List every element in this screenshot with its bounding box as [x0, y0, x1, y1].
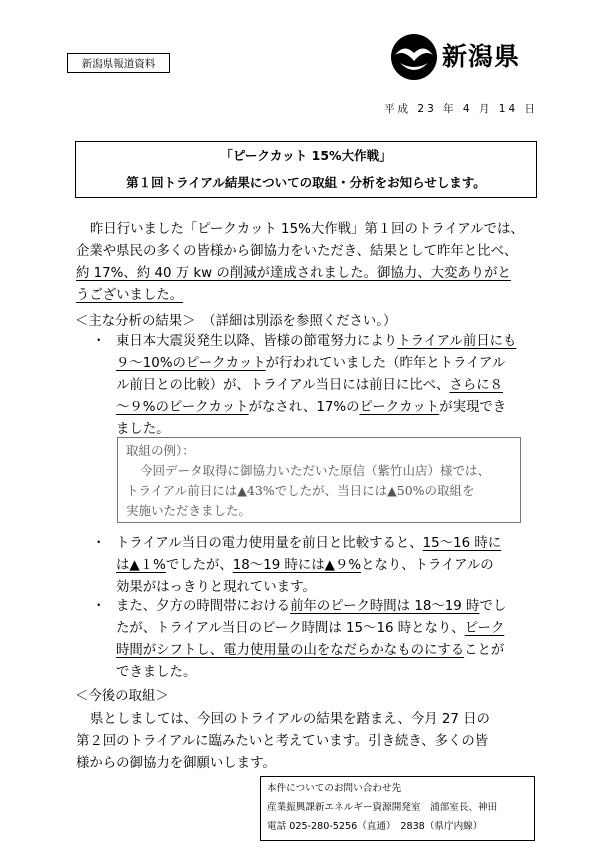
- example-line-1: 今回データ取得に御協力いただいた原信（紫竹山店）様では、: [140, 463, 491, 478]
- title-line-2: 第１回トライアル結果についての取組・分析をお知らせします。: [126, 175, 486, 190]
- b3-line2-u: ピーク: [464, 621, 505, 636]
- bullet-marker: ・: [92, 536, 106, 551]
- b1-line3-u: さらに８: [449, 378, 503, 393]
- example-box: [117, 437, 521, 523]
- b3-line1-b: でし: [479, 599, 507, 614]
- release-date: 平成 23 年 4 月 14 日: [384, 103, 538, 115]
- b1-line4-u: ～９%のピークカット: [116, 400, 249, 415]
- future-line-3: 様からの御協力を御願いします。: [76, 756, 276, 771]
- contact-line-1: 本件についてのお問い合わせ先: [267, 783, 402, 794]
- analysis-heading: ＜主な分析の結果＞ （詳細は別添を参照ください。）: [75, 314, 397, 329]
- b1-line2-u: ９～10%のピークカット: [116, 356, 266, 371]
- niigata-emblem-icon: [390, 33, 438, 81]
- b1-line1-a: 東日本大震災発生以降、皆様の節電努力により: [116, 334, 398, 349]
- b3-line3-u: 時間がシフトし、電力使用量の山をなだらかなものにする: [116, 643, 465, 658]
- b2-line2-u: は▲１%: [116, 558, 166, 573]
- title-box: [75, 141, 537, 198]
- example-line-3: 実施いただきました。: [126, 503, 252, 518]
- b2-line3: 効果がはっきりと現れています。: [116, 580, 316, 595]
- b1-line5: ました。: [116, 422, 170, 437]
- bullet-marker: ・: [92, 334, 106, 349]
- b2-line2-c: となり、トライアルの: [361, 558, 494, 573]
- example-title: 取組の例）：: [126, 443, 195, 458]
- intro-line-4: うございました。: [76, 288, 184, 303]
- intro-paragraph: [76, 219, 546, 307]
- b3-line3-b: ことが: [464, 643, 505, 658]
- b3-line1-a: また、夕方の時間帯における: [116, 599, 291, 614]
- future-paragraph: [76, 709, 546, 775]
- contact-line-2: 産業振興課新エネルギー資源開発室 浦部室長、神田: [267, 802, 498, 813]
- b2-line1-a: トライアル当日の電力使用量を前日と比較すると、: [116, 536, 423, 551]
- b2-line2-b: でしたが、: [165, 558, 233, 573]
- b1-line4-b: がなされ、17%の: [248, 400, 360, 415]
- b3-line1-u: 前年のピーク時間は 18～19 時: [290, 599, 480, 614]
- b1-line4-u2: ピークカット: [359, 400, 440, 415]
- contact-line-3: 電話 025-280-5256（直通） 2838（県庁内線）: [267, 821, 483, 832]
- future-heading: ＜今後の取組＞: [75, 689, 169, 704]
- intro-line-1: 昨日行いました「ピークカット 15%大作戦」第１回のトライアルでは、: [90, 222, 524, 237]
- b2-line1-u: 15～16 時に: [422, 536, 502, 551]
- prefecture-logo: [390, 33, 540, 83]
- b3-line4: できました。: [116, 665, 197, 680]
- b3-line2-a: たが、トライアル当日のピーク時間は 15～16 時となり、: [116, 621, 465, 636]
- intro-line-3: 約 17%、約 40 万 kw の削減が達成されました。御協力、大変ありがと: [76, 266, 511, 281]
- press-release-label: 新潟県報道資料: [67, 53, 170, 73]
- contact-box: [260, 776, 535, 841]
- example-line-2: トライアル前日には▲43%でしたが、当日には▲50%の取組を: [126, 483, 475, 498]
- bullet-marker: ・: [92, 599, 106, 614]
- future-line-2: 第２回のトライアルに臨みたいと考えています。引き続き、多くの皆: [76, 734, 489, 749]
- b1-line3-a: ル前日との比較）が、トライアル当日には前日に比べ、: [116, 378, 450, 393]
- b1-line4-c: が実現でき: [439, 400, 507, 415]
- b1-line1-u: トライアル前日にも: [397, 334, 517, 349]
- b1-line2-b: が行われていました（昨年とトライアル: [265, 356, 506, 371]
- future-line-1: 県としましては、今回のトライアルの結果を踏まえ、今月 27 日の: [90, 712, 490, 727]
- logo-text: 新潟県: [442, 42, 521, 71]
- b2-line2-u2: 18～19 時には▲９%: [232, 558, 362, 573]
- title-line-1: 「ピークカット 15%大作戦」: [220, 148, 392, 163]
- intro-line-2: 企業や県民の多くの皆様から御協力をいただき、結果として昨年と比べ、: [76, 244, 518, 259]
